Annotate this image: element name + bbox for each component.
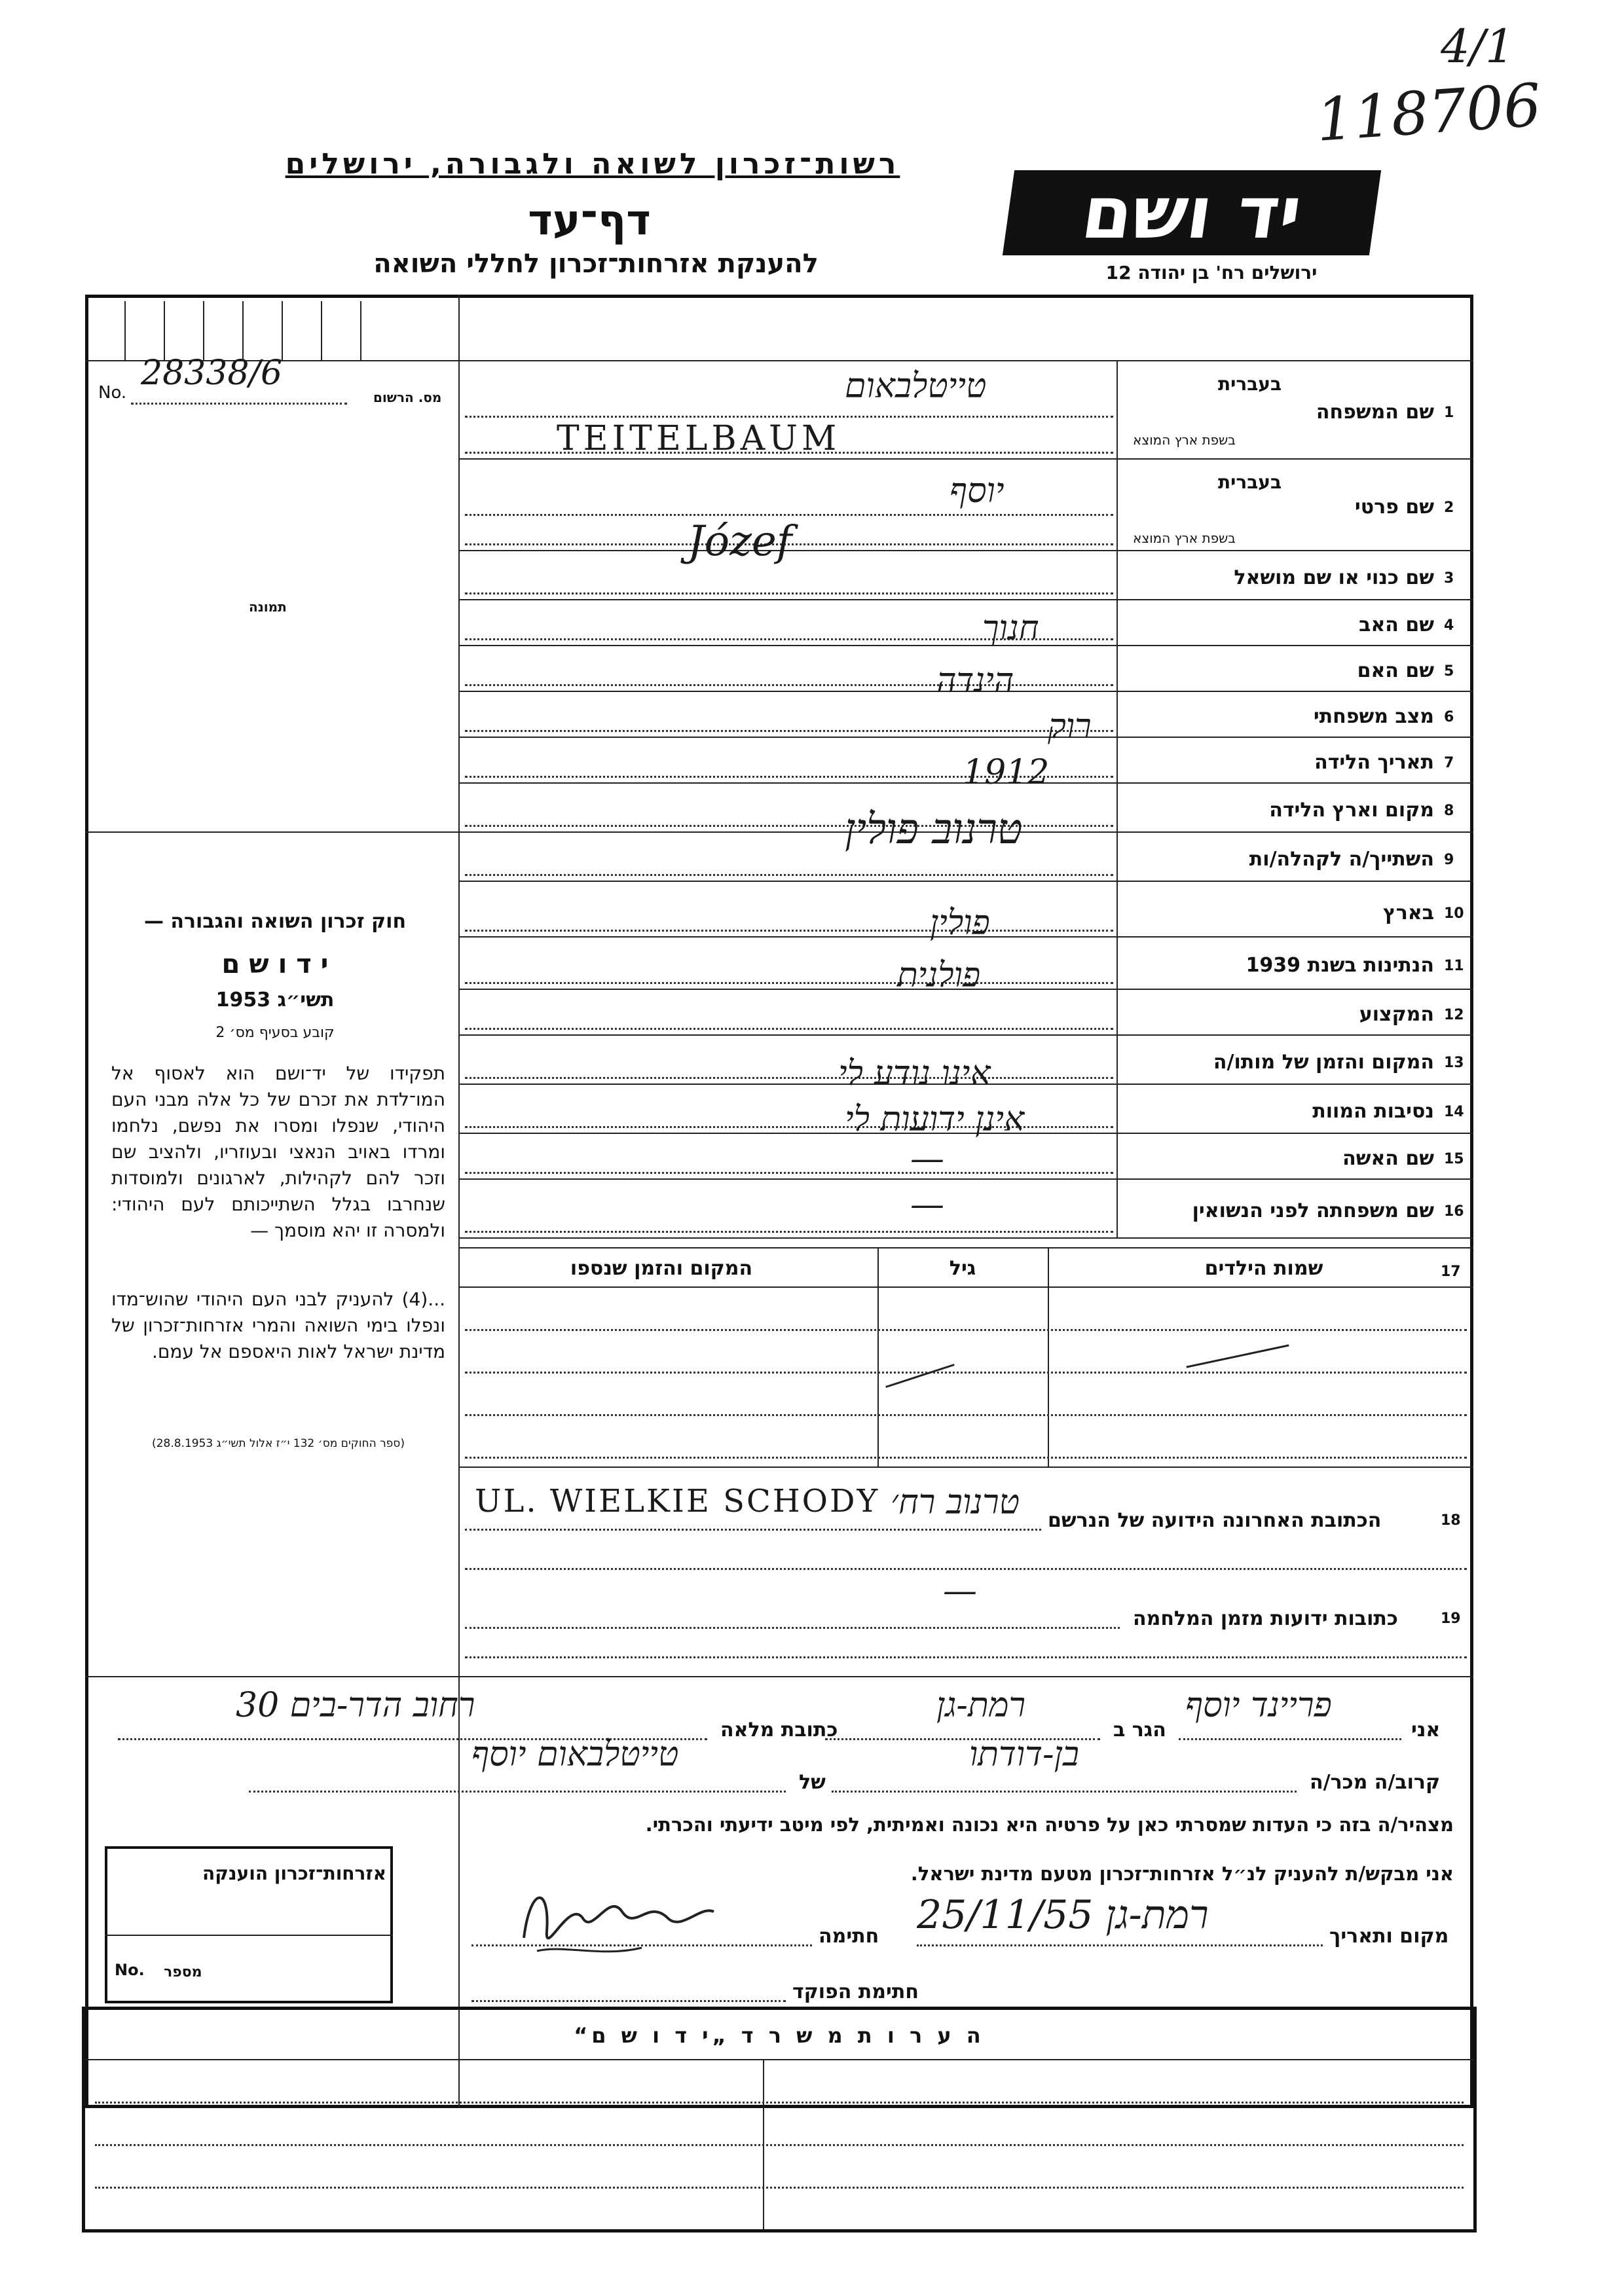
registration-no-prefix: No.: [98, 383, 127, 403]
country-value: פולין: [930, 903, 990, 943]
corner-mark: 4/1: [1441, 20, 1515, 73]
last-address-latin: UL. WIELKIE SCHODY: [475, 1483, 880, 1520]
authority-title: רשות־זכרון לשואה ולגבורה, ירושלים: [285, 147, 900, 181]
given-name-hebrew: יוסף: [950, 471, 1005, 511]
field-9-number: 9: [1444, 852, 1454, 868]
field-8-number: 8: [1444, 803, 1454, 819]
field-4-number: 4: [1444, 617, 1454, 634]
field-10-number: 10: [1444, 905, 1464, 922]
field-15-number: 15: [1444, 1151, 1464, 1167]
declarant-name: פריינד יוסף: [1185, 1686, 1332, 1725]
birth-place-value: טרנוב פולין: [845, 805, 1023, 854]
field-1-number: 1: [1444, 405, 1454, 421]
children-place-header: המקום והזמן שנספו: [570, 1257, 753, 1280]
law-paragraph-2: ...(4) להעניק לבני העם היהודי שהוש־מדו ונפלו בימי השואה והמרי אזרחות־זכרון של מדינת ישראל לאות היאספם אל עמם.: [111, 1288, 445, 1362]
surname-latin: TEITELBAUM: [557, 419, 841, 458]
field-1-hint-origin: בשפת ארץ המוצא: [1133, 432, 1236, 448]
death-circumstances-value: אינן ידועות לי: [845, 1100, 1025, 1139]
relation-value: בן-דודתו: [969, 1735, 1079, 1774]
children-age-header: גיל: [949, 1257, 976, 1280]
field-9-label: השתייך/ה לקהלה/ות: [1249, 848, 1434, 871]
field-2-label: שם פרטי: [1354, 496, 1434, 519]
field-5-label: שם האם: [1357, 659, 1434, 682]
yad-vashem-logo: יד ושם: [1003, 170, 1381, 255]
field-16-label: שם משפחתה לפני הנשואין: [1192, 1199, 1434, 1222]
request-text: אני מבקש/ת להעניק לנ״ל אזרחות־זכרון מטעם מדינת ישראל.: [910, 1863, 1454, 1885]
wife-name-value: —: [910, 1139, 944, 1178]
law-paragraph-1: תפקידו של יד־ושם הוא לאסוף אל המו־לדת את זכרם של כל אלה מבני העם היהודי, שנפלו ומסרו את נפשם, נלחמו ומרדו באויב הנאצי ובעוזריו, ולהציב שם וזכר להם לקהילות, לארגונים ולמוסדות שנחרבו בגלל השתייכותם לעם היהודי: ולמסרה זו יהא מוסמך —: [111, 1063, 445, 1241]
field-3-label: שם כנוי או שם מושאל: [1234, 566, 1434, 589]
field-10-label: בארץ: [1382, 902, 1434, 924]
law-source: (ספר החוקים מס׳ 132 י״ז אלול תשי״ג 28.8.1953): [152, 1437, 405, 1450]
field-17-number: 17: [1441, 1264, 1461, 1280]
of-name-value: טייטלבאום יוסף: [471, 1735, 679, 1774]
declarant-resides-label: הגר ב: [1113, 1719, 1166, 1741]
father-name-value: חנוך: [982, 609, 1039, 648]
form-purpose: להענקת אזרחות־זכרון לחללי השואה: [373, 249, 819, 279]
field-8-label: מקום וארץ הלידה: [1269, 799, 1434, 822]
stamp-title: אזרחות־זכרון הוענקה: [202, 1863, 386, 1884]
field-7-label: תאריך הלידה: [1314, 751, 1434, 774]
last-address-label: הכתובת האחרונה הידועה של הנרשם: [1048, 1509, 1382, 1532]
declarant-signature: [511, 1872, 720, 1971]
archive-number: 118706: [1314, 71, 1543, 155]
logo-address: ירושלים רח' בן יהודה 12: [1105, 262, 1318, 283]
field-18-number: 18: [1441, 1512, 1461, 1529]
law-year: תשי״ג 1953: [215, 989, 335, 1011]
field-19-number: 19: [1441, 1611, 1461, 1627]
field-13-number: 13: [1444, 1055, 1464, 1071]
office-notes-header: ה ע ר ו ת מ ש ר ד „י ד ו ש ם“: [574, 2023, 985, 2048]
citizenship-value: פולנית: [897, 956, 981, 995]
top-grid: [92, 301, 458, 360]
death-place-value: אינו נודע לי: [838, 1054, 991, 1093]
surname-hebrew: טייטלבאום: [845, 367, 987, 406]
field-4-label: שם האב: [1359, 613, 1434, 636]
place-date-value: רמת-גן 25/11/55: [917, 1892, 1209, 1938]
wartime-address-value: —: [943, 1571, 977, 1611]
of-label: של: [799, 1771, 826, 1794]
field-13-label: המקום והזמן של מותו/ה: [1213, 1051, 1434, 1074]
children-names-header: שמות הילדים: [1204, 1257, 1323, 1280]
declaration-text: מצהיר/ה בזה כי העדות שמסרתי כאן על פרטיה היא נכונה ואמיתית, לפי מיטב ידיעתי והכרתי.: [645, 1813, 1454, 1836]
birth-date-value: 1912: [963, 753, 1050, 792]
marital-status-value: רוק: [1048, 707, 1092, 746]
place-date-label: מקום ותאריך: [1329, 1925, 1449, 1948]
field-6-label: מצב משפחתי: [1313, 705, 1434, 728]
wife-maiden-name-value: —: [910, 1185, 944, 1224]
stamp-number-label: מספר: [164, 1964, 202, 1980]
photo-label: תמונה: [249, 599, 287, 615]
field-12-label: המקצוע: [1359, 1003, 1434, 1026]
field-14-number: 14: [1444, 1104, 1464, 1120]
field-5-number: 5: [1444, 663, 1454, 680]
declarant-address: רחוב הדר-בים 30: [236, 1686, 475, 1725]
field-11-number: 11: [1444, 958, 1464, 974]
field-3-number: 3: [1444, 570, 1454, 587]
declarant-address-label: כתובת מלאה: [720, 1719, 838, 1741]
clerk-signature-label: חתימת הפוקד: [792, 1980, 919, 2003]
declarant-city: רמת-גן: [936, 1686, 1026, 1725]
field-2-hint-hebrew: בעברית: [1218, 471, 1282, 493]
field-16-number: 16: [1444, 1203, 1464, 1220]
mother-name-value: הינדה: [936, 661, 1014, 701]
field-2-number: 2: [1444, 500, 1454, 516]
field-11-label: הנתינות בשנת 1939: [1246, 954, 1434, 977]
field-15-label: שם האשה: [1342, 1147, 1434, 1170]
registration-label: מס. הרשום: [373, 390, 442, 405]
wartime-address-label: כתובות ידועות מזמן המלחמה: [1133, 1607, 1398, 1630]
field-2-hint-origin: בשפת ארץ המוצא: [1133, 530, 1236, 546]
field-12-number: 12: [1444, 1007, 1464, 1023]
registration-number: 28338/6: [141, 354, 283, 393]
stamp-no-label: No.: [115, 1961, 145, 1979]
field-14-label: נסיבות המוות: [1312, 1100, 1434, 1123]
given-name-latin: Józef: [688, 517, 792, 566]
law-title: חוק זכרון השואה והגבורה —: [143, 910, 407, 933]
field-7-number: 7: [1444, 755, 1454, 771]
field-1-hint-hebrew: בעברית: [1218, 373, 1282, 395]
field-6-number: 6: [1444, 709, 1454, 725]
form-title: דף־עד: [528, 196, 651, 245]
signature-label: חתימה: [819, 1925, 879, 1948]
last-address-hebrew: טרנוב רח׳: [891, 1483, 1020, 1522]
field-1-label: שם המשפחה: [1316, 401, 1434, 424]
law-clause: קובע בסעיף מס׳ 2: [215, 1025, 335, 1041]
law-name: י ד ו ש ם: [221, 949, 329, 979]
relation-label: קרוב/ה מכר/ה: [1310, 1771, 1441, 1794]
declarant-ani: אני: [1411, 1719, 1441, 1741]
